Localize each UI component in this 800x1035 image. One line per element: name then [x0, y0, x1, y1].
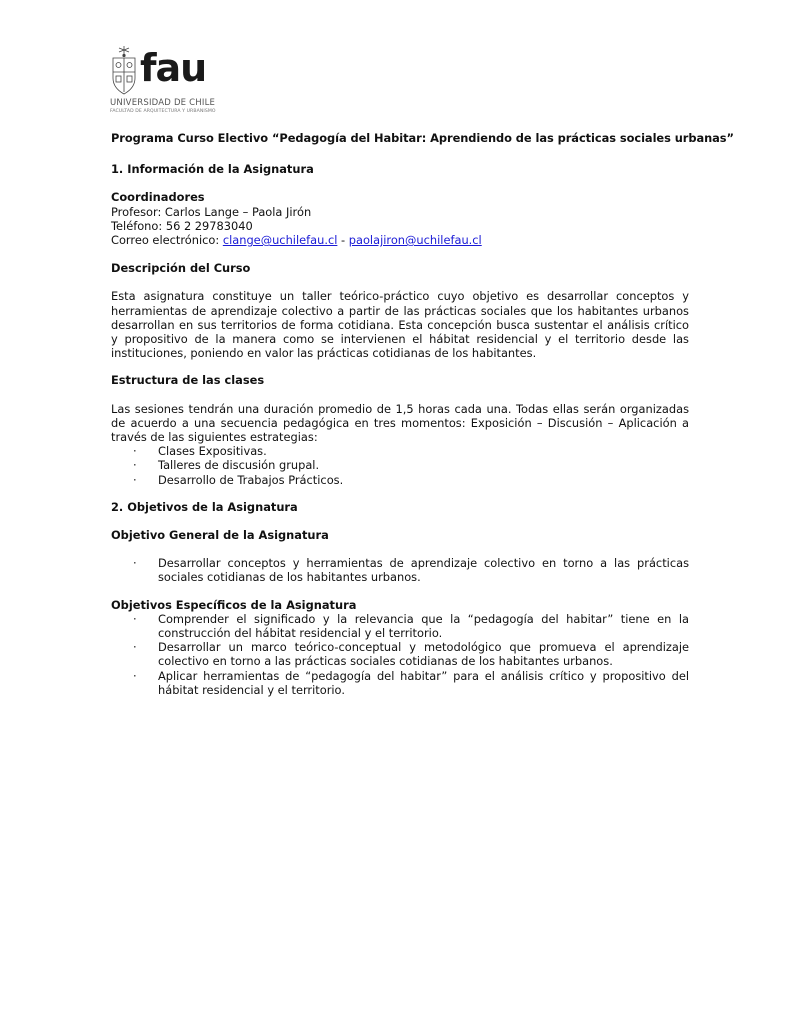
- structure-paragraph: Las sesiones tendrán una duración promedio de 1,5 horas cada una. Todas ellas serán organizadas de acuerdo a una secuencia pedagógica en tres momentos: Exposición – Discusión – Aplicación a través de las siguientes estrategias:: [111, 401, 689, 445]
- logo-wordmark: fau: [140, 46, 207, 90]
- list-item: · Desarrollar conceptos y herramientas de aprendizaje colectivo en torno a las prácticas sociales cotidianas de los habitantes urbanos.: [133, 556, 689, 585]
- strategies-list: [111, 444, 689, 487]
- general-objective-list: [111, 556, 689, 584]
- general-objective-heading: Objetivo General de la Asignatura: [111, 528, 329, 543]
- section1-heading: 1. Información de la Asignatura: [111, 162, 314, 177]
- bullet: ·: [133, 444, 137, 459]
- document-body: [111, 131, 734, 697]
- list-item: · Talleres de discusión grupal.: [133, 458, 320, 473]
- specific-objectives-heading: Objetivos Específicos de la Asignatura: [111, 597, 357, 612]
- list-item: · Desarrollar un marco teórico-conceptual y metodológico que promueva el aprendizaje colectivo en torno a las prácticas sociales cotidianas de los habitantes urbanos.: [133, 640, 689, 669]
- coordinators-heading: Coordinadores: [111, 190, 205, 205]
- bullet: ·: [133, 458, 137, 473]
- section2-heading: 2. Objetivos de la Asignatura: [111, 499, 298, 514]
- bullet: ·: [133, 640, 137, 655]
- email-label: Correo electrónico:: [111, 233, 223, 248]
- email-link-jiron[interactable]: paolajiron@uchilefau.cl: [348, 233, 482, 248]
- structure-heading: Estructura de las clases: [111, 373, 265, 388]
- bullet: ·: [133, 611, 137, 626]
- bullet: ·: [133, 472, 137, 487]
- description-paragraph: Esta asignatura constituye un taller teórico-práctico cuyo objetivo es desarrollar conceptos y herramientas de aprendizaje colectivo a partir de las prácticas sociales que los habitantes urbanos desarrollan en sus territorios de forma cotidiana. Esta concepción busca sustentar el análisis crítico y propositivo de la manera como se intervienen el hábitat residencial y el territorio desde las instituciones, poniendo en valor las prácticas cotidianas de los habitantes.: [111, 289, 689, 361]
- logo-faculty: FACULTAD DE ARQUITECTURA Y URBANISMO: [110, 109, 216, 114]
- specific-objectives-list: [111, 612, 689, 697]
- email-link-lange[interactable]: clange@uchilefau.cl: [222, 233, 338, 248]
- description-heading: Descripción del Curso: [111, 261, 251, 276]
- list-item: · Aplicar herramientas de “pedagogía del habitar” para el análisis crítico y propositivo del hábitat residencial y el territorio.: [133, 668, 689, 697]
- university-seal-icon: [110, 44, 138, 100]
- email-separator: -: [337, 233, 349, 248]
- page-title: Programa Curso Electivo “Pedagogía del Habitar: Aprendiendo de las prácticas sociales urbanas”: [111, 131, 734, 145]
- list-item: · Clases Expositivas.: [133, 444, 267, 459]
- fau-logo: [110, 44, 216, 116]
- list-item: · Comprender el significado y la relevancia que la “pedagogía del habitar” tiene en la construcción del hábitat residencial y el territorio.: [133, 611, 689, 641]
- bullet: ·: [133, 668, 137, 683]
- logo-university: UNIVERSIDAD DE CHILE: [110, 98, 216, 108]
- professors-line: Profesor: Carlos Lange – Paola Jirón: [111, 204, 312, 219]
- email-line: [111, 233, 689, 247]
- phone-line: Teléfono: 56 2 29783040: [111, 218, 253, 233]
- list-item: · Desarrollo de Trabajos Prácticos.: [133, 472, 344, 487]
- bullet: ·: [133, 556, 137, 571]
